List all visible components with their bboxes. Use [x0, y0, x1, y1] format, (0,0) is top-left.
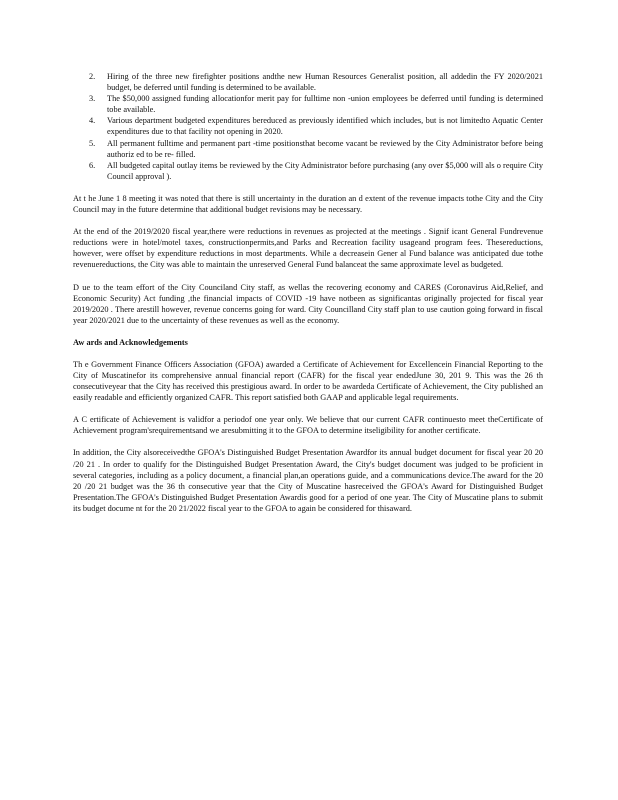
- paragraph-june-meeting: At t he June 1 8 meeting it was noted that there is still uncertainty in the duration an d extent of the revenue impacts tothe City and the City Council may in the future determine that additional budget revisions may be necessary.: [73, 193, 543, 215]
- list-number: 6.: [89, 160, 96, 170]
- recommendation-list: [73, 71, 543, 182]
- list-item: [89, 71, 543, 93]
- list-text: Hiring of the three new firefighter positions andthe new Human Resources Generalist position, all addedin the FY 2020/2021 budget, be deferred until funding is determined to be available.: [107, 72, 543, 93]
- list-text: Various department budgeted expenditures bereduced as previously identified which includes, but is not limitedto Aquatic Center expenditures due to that facility not opening in 2020.: [107, 116, 543, 137]
- list-item: [89, 160, 543, 182]
- list-number: 5.: [89, 138, 96, 148]
- paragraph-gfoa-cafr: Th e Government Finance Officers Association (GFOA) awarded a Certificate of Achievement for Excellencein Financial Reporting to the City of Muscatinefor its comprehensive annual financial report (CAFR) for the fiscal year endedJune 30, 201 9. This was the 26 th consecutiveyear that the City has received this prestigious award. In order to be awardeda Certificate of Achievement, the City published an easily readable and efficiently organized CAFR. This report satisfied both GAAP and applicable legal requirements.: [73, 359, 543, 403]
- section-heading-awards: Aw ards and Acknowledgements: [73, 337, 188, 347]
- list-item: [89, 138, 543, 160]
- list-item: [89, 115, 543, 137]
- paragraph-certificate-validity: A C ertificate of Achievement is validfor a periodof one year only. We believe that our current CAFR continuesto meet theCertificate of Achievement program'srequirementsand we aresubmitting it to the GFOA to determine itseligibility for another certificate.: [73, 415, 543, 436]
- document-page: [73, 71, 543, 514]
- list-item: [89, 93, 543, 115]
- list-number: 2.: [89, 72, 96, 81]
- paragraph-fiscal-year-end: At the end of the 2019/2020 fiscal year,there were reductions in revenues as projected at the meetings . Signif icant General Fundrevenue reductions were in hotel/motel taxes, constructionpermits,and Parks and Recreation facility usageand program fees. Thesereductions, however, were offset by expenditure reductions in most departments. While a decreasein Gener al Fund balance was anticipated due tothe revenuereductions, the City was able to maintain the unreserved General Fund balanceat the same approximate level as budgeted.: [73, 227, 543, 270]
- paragraph-budget-award: In addition, the City alsoreceivedthe GFOA's Distinguished Budget Presentation Awardfor its annual budget document for fiscal year 20 20 /20 21 . In order to qualify for the Distinguished Budget Presentation Award, the City's budget document was judged to be proficient in several categories, including as a policy document, a financial plan,an operations guide, and a communications device.The award for the 20 20 /20 21 budget was the 36 th consecutive year that the City of Muscatine hasreceived the GFOA's Award for Distinguished Budget Presentation.The GFOA's Distinguished Budget Presentation Awardis good for a period of one year. The City of Muscatine plans to submit its budget docume nt for the 20 21/2022 fiscal year to the GFOA to again be considered for thisaward.: [73, 448, 543, 513]
- list-number: 3.: [89, 94, 96, 104]
- paragraph-team-effort: D ue to the team effort of the City Counciland City staff, as wellas the recovering economy and CARES (Coronavirus Aid,Relief, and Economic Security) Act funding ,the financial impacts of COVID -19 have notbeen as significantas originally projected for fiscal year 2019/2020 . There arestill however, revenue concerns going for ward. City Councilland City staff plan to use caution going forward in fiscal year 2020/2021 due to the uncertainty of these revenues as well as the economy.: [73, 282, 543, 325]
- list-number: 4.: [89, 116, 96, 126]
- list-text: The $50,000 assigned funding allocationfor merit pay for fulltime non -union employees be deferred until funding is determined tobe available.: [107, 94, 543, 115]
- list-text: All budgeted capital outlay items be reviewed by the City Administrator before purchasing (any over $5,000 will als o require City Council approval ).: [107, 160, 543, 181]
- list-text: All permanent fulltime and permanent part -time positionsthat become vacant be reviewed by the City Administrator before being authoriz ed to be re- filled.: [107, 138, 543, 159]
